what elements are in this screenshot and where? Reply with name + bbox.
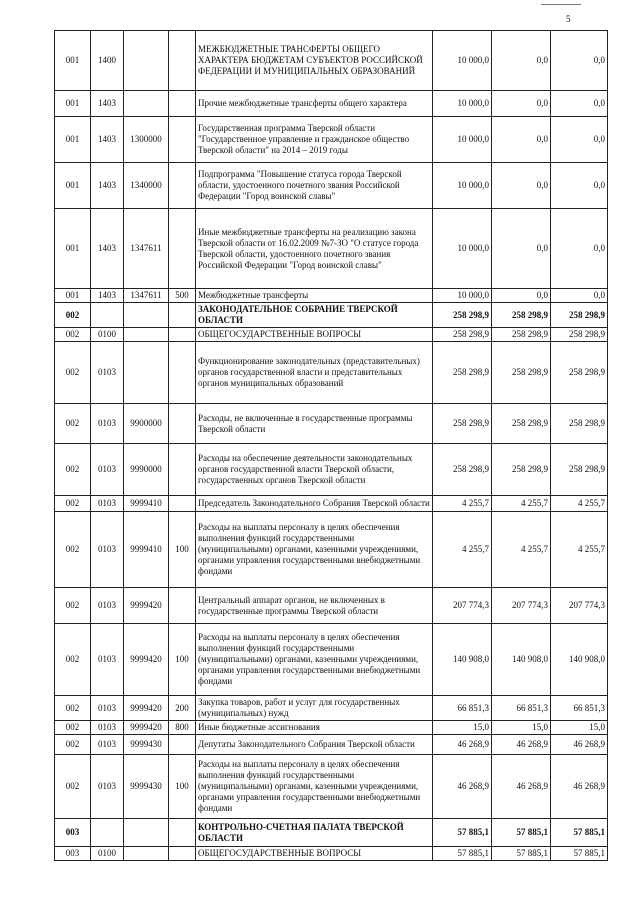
sum-2016-cell: 66 851,3 xyxy=(551,696,608,721)
admin-code-cell: 002 xyxy=(55,588,91,624)
name-cell: КОНТРОЛЬНО-СЧЕТНАЯ ПАЛАТА ТВЕРСКОЙ ОБЛАСТИ xyxy=(196,819,433,847)
expense-type-cell: 800 xyxy=(169,721,196,735)
expense-type-cell xyxy=(169,404,196,444)
expense-type-cell xyxy=(169,342,196,404)
section-code-cell xyxy=(91,303,124,328)
section-code-cell: 0103 xyxy=(91,588,124,624)
sum-2015-cell: 46 268,9 xyxy=(492,735,551,755)
sum-2014-cell: 10 000,0 xyxy=(433,117,492,163)
expense-type-cell xyxy=(169,163,196,209)
sum-2014-cell: 258 298,9 xyxy=(433,444,492,496)
admin-code-cell: 003 xyxy=(55,847,91,861)
name-cell: Функционирование законодательных (представительных) органов государственной власти и представительных органов муниципальных образований xyxy=(196,342,433,404)
table-row xyxy=(55,31,608,91)
sum-2016-cell: 4 255,7 xyxy=(551,512,608,588)
name-cell: МЕЖБЮДЖЕТНЫЕ ТРАНСФЕРТЫ ОБЩЕГО ХАРАКТЕРА БЮДЖЕТАМ СУБЪЕКТОВ РОССИЙСКОЙ ФЕДЕРАЦИИ И МУНИЦИПАЛЬНЫХ ОБРАЗОВАНИЙ xyxy=(196,31,433,91)
admin-code-cell: 002 xyxy=(55,624,91,696)
expense-type-cell xyxy=(169,303,196,328)
admin-code-cell: 001 xyxy=(55,163,91,209)
admin-code-cell: 001 xyxy=(55,91,91,117)
name-cell: Расходы на обеспечение деятельности законодательных органов государственной власти Тверской области, государственных органов Тверской области xyxy=(196,444,433,496)
section-code-cell: 1400 xyxy=(91,31,124,91)
sum-2014-cell: 258 298,9 xyxy=(433,303,492,328)
sum-2015-cell: 0,0 xyxy=(492,91,551,117)
sum-2015-cell: 258 298,9 xyxy=(492,328,551,342)
section-code-cell: 0100 xyxy=(91,847,124,861)
article-code-cell: 1340000 xyxy=(124,163,169,209)
name-cell: Подпрограмма "Повышение статуса города Тверской области, удостоенного почетного звания Российской Федерации "Город воинской славы" xyxy=(196,163,433,209)
admin-code-cell: 002 xyxy=(55,404,91,444)
name-cell: Прочие межбюджетные трансферты общего характера xyxy=(196,91,433,117)
expense-type-cell xyxy=(169,588,196,624)
expense-type-cell xyxy=(169,117,196,163)
article-code-cell: 9999410 xyxy=(124,496,169,512)
name-cell: Председатель Законодательного Собрания Тверской области xyxy=(196,496,433,512)
sum-2015-cell: 0,0 xyxy=(492,117,551,163)
table-row xyxy=(55,588,608,624)
sum-2016-cell: 57 885,1 xyxy=(551,847,608,861)
sum-2016-cell: 0,0 xyxy=(551,289,608,303)
table-row xyxy=(55,328,608,342)
section-code-cell: 1403 xyxy=(91,289,124,303)
section-code-cell: 0103 xyxy=(91,624,124,696)
admin-code-cell: 001 xyxy=(55,31,91,91)
sum-2016-cell: 258 298,9 xyxy=(551,342,608,404)
sum-2016-cell: 4 255,7 xyxy=(551,496,608,512)
article-code-cell: 9999430 xyxy=(124,735,169,755)
expense-type-cell: 500 xyxy=(169,289,196,303)
sum-2015-cell: 0,0 xyxy=(492,31,551,91)
article-code-cell xyxy=(124,819,169,847)
expense-type-cell xyxy=(169,819,196,847)
admin-code-cell: 002 xyxy=(55,512,91,588)
expense-type-cell xyxy=(169,91,196,117)
budget-table-body xyxy=(55,31,608,861)
sum-2015-cell: 258 298,9 xyxy=(492,342,551,404)
expense-type-cell xyxy=(169,444,196,496)
section-code-cell: 1403 xyxy=(91,117,124,163)
expense-type-cell xyxy=(169,31,196,91)
sum-2015-cell: 207 774,3 xyxy=(492,588,551,624)
name-cell: Расходы, не включенные в государственные программы Тверской области xyxy=(196,404,433,444)
section-code-cell: 0103 xyxy=(91,512,124,588)
article-code-cell: 9999420 xyxy=(124,624,169,696)
sum-2016-cell: 57 885,1 xyxy=(551,819,608,847)
section-code-cell: 1403 xyxy=(91,209,124,289)
article-code-cell: 9999410 xyxy=(124,512,169,588)
article-code-cell: 1347611 xyxy=(124,209,169,289)
sum-2014-cell: 10 000,0 xyxy=(433,289,492,303)
admin-code-cell: 002 xyxy=(55,328,91,342)
article-code-cell: 9900000 xyxy=(124,404,169,444)
table-row xyxy=(55,496,608,512)
header-rule xyxy=(541,4,581,5)
section-code-cell: 0103 xyxy=(91,404,124,444)
table-row xyxy=(55,721,608,735)
name-cell: Расходы на выплаты персоналу в целях обеспечения выполнения функций государственными (муниципальными) органами, казенными учреждениями, органами управления государственными внебюджетными фондами xyxy=(196,755,433,819)
sum-2014-cell: 46 268,9 xyxy=(433,755,492,819)
section-code-cell: 0103 xyxy=(91,342,124,404)
sum-2015-cell: 57 885,1 xyxy=(492,819,551,847)
sum-2015-cell: 258 298,9 xyxy=(492,444,551,496)
name-cell: Центральный аппарат органов, не включенных в государственные программы Тверской области xyxy=(196,588,433,624)
expense-type-cell: 100 xyxy=(169,624,196,696)
article-code-cell: 9999420 xyxy=(124,588,169,624)
name-cell: Межбюджетные трансферты xyxy=(196,289,433,303)
admin-code-cell: 001 xyxy=(55,289,91,303)
sum-2015-cell: 4 255,7 xyxy=(492,512,551,588)
sum-2015-cell: 57 885,1 xyxy=(492,847,551,861)
admin-code-cell: 003 xyxy=(55,819,91,847)
admin-code-cell: 002 xyxy=(55,303,91,328)
sum-2016-cell: 258 298,9 xyxy=(551,444,608,496)
name-cell: Расходы на выплаты персоналу в целях обеспечения выполнения функций государственными (муниципальными) органами, казенными учреждениями, органами управления государственными внебюджетными фондами xyxy=(196,624,433,696)
sum-2014-cell: 10 000,0 xyxy=(433,163,492,209)
table-row xyxy=(55,163,608,209)
sum-2016-cell: 0,0 xyxy=(551,117,608,163)
sum-2016-cell: 207 774,3 xyxy=(551,588,608,624)
sum-2016-cell: 15,0 xyxy=(551,721,608,735)
table-row xyxy=(55,209,608,289)
sum-2015-cell: 0,0 xyxy=(492,289,551,303)
section-code-cell: 0103 xyxy=(91,735,124,755)
table-row xyxy=(55,847,608,861)
section-code-cell: 0103 xyxy=(91,755,124,819)
article-code-cell xyxy=(124,847,169,861)
sum-2015-cell: 46 268,9 xyxy=(492,755,551,819)
name-cell: Расходы на выплаты персоналу в целях обеспечения выполнения функций государственными (муниципальными) органами, казенными учреждениями, органами управления государственными внебюджетными фондами xyxy=(196,512,433,588)
section-code-cell xyxy=(91,819,124,847)
table-row xyxy=(55,117,608,163)
name-cell: Государственная программа Тверской области "Государственное управление и гражданское общество Тверской области" на 2014 – 2019 годы xyxy=(196,117,433,163)
article-code-cell xyxy=(124,303,169,328)
sum-2016-cell: 0,0 xyxy=(551,209,608,289)
sum-2014-cell: 4 255,7 xyxy=(433,512,492,588)
name-cell: ОБЩЕГОСУДАРСТВЕННЫЕ ВОПРОСЫ xyxy=(196,847,433,861)
admin-code-cell: 002 xyxy=(55,444,91,496)
table-row xyxy=(55,735,608,755)
section-code-cell: 0103 xyxy=(91,496,124,512)
admin-code-cell: 002 xyxy=(55,755,91,819)
expense-type-cell xyxy=(169,496,196,512)
expense-type-cell xyxy=(169,328,196,342)
table-row xyxy=(55,404,608,444)
section-code-cell: 1403 xyxy=(91,91,124,117)
expense-type-cell: 100 xyxy=(169,512,196,588)
article-code-cell: 9999420 xyxy=(124,721,169,735)
sum-2016-cell: 258 298,9 xyxy=(551,404,608,444)
table-row xyxy=(55,342,608,404)
sum-2014-cell: 258 298,9 xyxy=(433,328,492,342)
sum-2016-cell: 46 268,9 xyxy=(551,755,608,819)
sum-2015-cell: 0,0 xyxy=(492,163,551,209)
name-cell: Депутаты Законодательного Собрания Тверской области xyxy=(196,735,433,755)
admin-code-cell: 002 xyxy=(55,342,91,404)
expense-type-cell: 200 xyxy=(169,696,196,721)
sum-2014-cell: 46 268,9 xyxy=(433,735,492,755)
table-row xyxy=(55,512,608,588)
sum-2014-cell: 207 774,3 xyxy=(433,588,492,624)
table-row xyxy=(55,819,608,847)
sum-2016-cell: 258 298,9 xyxy=(551,328,608,342)
sum-2014-cell: 140 908,0 xyxy=(433,624,492,696)
sum-2015-cell: 258 298,9 xyxy=(492,303,551,328)
name-cell: Закупка товаров, работ и услуг для государственных (муниципальных) нужд xyxy=(196,696,433,721)
table-row xyxy=(55,444,608,496)
article-code-cell: 1300000 xyxy=(124,117,169,163)
sum-2015-cell: 140 908,0 xyxy=(492,624,551,696)
sum-2015-cell: 0,0 xyxy=(492,209,551,289)
table-row xyxy=(55,696,608,721)
sum-2016-cell: 0,0 xyxy=(551,31,608,91)
sum-2016-cell: 46 268,9 xyxy=(551,735,608,755)
sum-2015-cell: 258 298,9 xyxy=(492,404,551,444)
expense-type-cell: 100 xyxy=(169,755,196,819)
article-code-cell xyxy=(124,342,169,404)
admin-code-cell: 002 xyxy=(55,496,91,512)
sum-2016-cell: 258 298,9 xyxy=(551,303,608,328)
sum-2014-cell: 10 000,0 xyxy=(433,91,492,117)
table-row xyxy=(55,303,608,328)
sum-2015-cell: 15,0 xyxy=(492,721,551,735)
expense-type-cell xyxy=(169,209,196,289)
article-code-cell: 9990000 xyxy=(124,444,169,496)
sum-2016-cell: 140 908,0 xyxy=(551,624,608,696)
table-row xyxy=(55,755,608,819)
sum-2014-cell: 57 885,1 xyxy=(433,847,492,861)
sum-2014-cell: 66 851,3 xyxy=(433,696,492,721)
admin-code-cell: 001 xyxy=(55,209,91,289)
table-row xyxy=(55,289,608,303)
sum-2014-cell: 10 000,0 xyxy=(433,31,492,91)
section-code-cell: 1403 xyxy=(91,163,124,209)
article-code-cell: 9999430 xyxy=(124,755,169,819)
sum-2014-cell: 258 298,9 xyxy=(433,342,492,404)
budget-table xyxy=(54,30,608,861)
admin-code-cell: 002 xyxy=(55,696,91,721)
name-cell: Иные межбюджетные трансферты на реализацию закона Тверской области от 16.02.2009 №7-ЗО "О статусе города Тверской области, удостоенного почетного звания Российской Федерации "Город воинской славы" xyxy=(196,209,433,289)
table-row xyxy=(55,91,608,117)
sum-2016-cell: 0,0 xyxy=(551,91,608,117)
sum-2014-cell: 4 255,7 xyxy=(433,496,492,512)
name-cell: Иные бюджетные ассигнования xyxy=(196,721,433,735)
page-number: 5 xyxy=(566,14,571,24)
sum-2015-cell: 66 851,3 xyxy=(492,696,551,721)
admin-code-cell: 002 xyxy=(55,721,91,735)
expense-type-cell xyxy=(169,847,196,861)
admin-code-cell: 001 xyxy=(55,117,91,163)
article-code-cell xyxy=(124,31,169,91)
article-code-cell: 9999420 xyxy=(124,696,169,721)
sum-2014-cell: 57 885,1 xyxy=(433,819,492,847)
table-row xyxy=(55,624,608,696)
sum-2014-cell: 258 298,9 xyxy=(433,404,492,444)
section-code-cell: 0103 xyxy=(91,444,124,496)
article-code-cell xyxy=(124,328,169,342)
sum-2016-cell: 0,0 xyxy=(551,163,608,209)
admin-code-cell: 002 xyxy=(55,735,91,755)
section-code-cell: 0103 xyxy=(91,696,124,721)
sum-2015-cell: 4 255,7 xyxy=(492,496,551,512)
section-code-cell: 0103 xyxy=(91,721,124,735)
article-code-cell: 1347611 xyxy=(124,289,169,303)
article-code-cell xyxy=(124,91,169,117)
sum-2014-cell: 15,0 xyxy=(433,721,492,735)
name-cell: ОБЩЕГОСУДАРСТВЕННЫЕ ВОПРОСЫ xyxy=(196,328,433,342)
section-code-cell: 0100 xyxy=(91,328,124,342)
sum-2014-cell: 10 000,0 xyxy=(433,209,492,289)
name-cell: ЗАКОНОДАТЕЛЬНОЕ СОБРАНИЕ ТВЕРСКОЙ ОБЛАСТИ xyxy=(196,303,433,328)
expense-type-cell xyxy=(169,735,196,755)
